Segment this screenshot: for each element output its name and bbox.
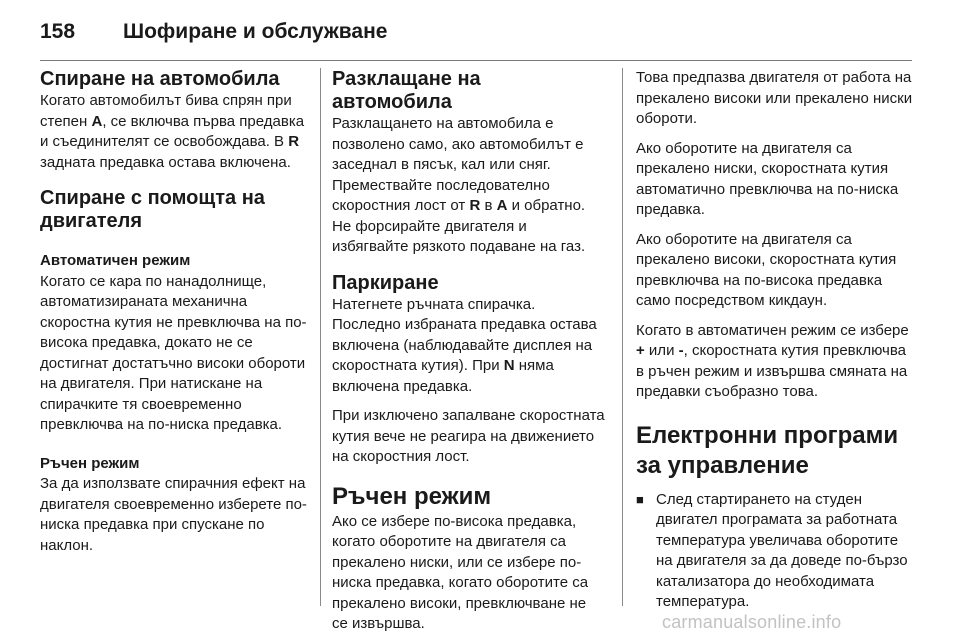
watermark: carmanualsonline.info (662, 612, 842, 632)
paragraph-manual-mode-shift: Ако се избере по-висока предавка, когато оборотите на двигателя са прекалено ниски, или се избере по-ниска предавка, когато оборотите са прекалено високи, превключване не се извършва. (332, 512, 589, 632)
page-title: Шофиране и обслужване (123, 20, 388, 43)
paragraph-high-revs: Ако оборотите на двигателя са прекалено високи, скоростната кутия превключва на по-висока предавка само посредством кикдаун. (636, 230, 897, 309)
page-header (40, 12, 920, 52)
section-heading-parking: Паркиране (332, 271, 439, 294)
section-heading-engine-braking: Спиране с помощта на двигателя (40, 187, 265, 232)
paragraph-protection: Това предпазва двигателя от работа на прекалено високи или прекалено ниски обороти. (636, 69, 913, 127)
section-heading-rocking: Разклащане на автомобила (332, 68, 481, 113)
column-1 (40, 68, 308, 556)
bullet-square-icon: ■ (636, 491, 644, 507)
subheading-auto-mode: Автоматичен режим (40, 252, 191, 269)
section-heading-control-programs: Електронни програми за управление (636, 421, 899, 479)
list-item (636, 490, 916, 613)
paragraph-auto-to-manual: Когато в автоматичен режим се избере + или -, скоростната кутия превключва в ръчен режим и извършва смяната на предавки съобразно това. (636, 321, 909, 400)
list-item-text: След стартирането на студен двигател програмата за работната температура увеличава оборотите на двигателя за да доведе по-бързо катализатора до необходимата температура. (656, 490, 908, 610)
paragraph-parking: Натегнете ръчната спирачка. Последно избраната предавка остава включена (наблюдавайте дисплея на скоростната кутия). При N няма включена предавка. (332, 295, 597, 395)
column-divider-1 (320, 68, 321, 606)
column-2 (332, 68, 606, 635)
column-3 (636, 68, 916, 613)
section-heading-manual-mode: Ръчен режим (332, 482, 492, 510)
paragraph-manual-mode: За да използвате спирачния ефект на двигателя своевременно изберете по-ниска предавка при спускане по наклон. (40, 475, 307, 554)
section-heading-braking: Спиране на автомобила (40, 68, 280, 90)
paragraph-braking: Когато автомобилът бива спрян при степен A, се включва първа предавка и съединителят се освобождава. В R задната предавка остава включена. (40, 92, 305, 171)
paragraph-parking-ignition: При изключено запалване скоростната кутия вече не реагира на движението на скоростния лост. (332, 407, 605, 465)
column-divider-2 (622, 68, 623, 606)
paragraph-low-revs: Ако оборотите на двигателя са прекалено ниски, скоростната кутия автоматично превключва на по-ниска предавка. (636, 139, 899, 218)
paragraph-rocking: Разклащането на автомобила е позволено само, ако автомобилът е заседнал в пясък, кал или сняг. Премествайте последователно скоростния лост от R в A и обратно. Не форсирайте двигателя и избягвайте рязкото подаване на газ. (332, 115, 586, 255)
page-number: 158 (40, 20, 76, 43)
header-divider (40, 60, 912, 61)
paragraph-auto-mode: Когато се кара по нанадолнище, автоматизираната механична скоростна кутия не превключва на по-висока предавка, докато не се достигнат достатъчно високи обороти на двигателя. При натискане на спирачките тя своевременно превключва на по-ниска предавка. (40, 272, 307, 433)
subheading-manual-mode: Ръчен режим (40, 454, 140, 472)
